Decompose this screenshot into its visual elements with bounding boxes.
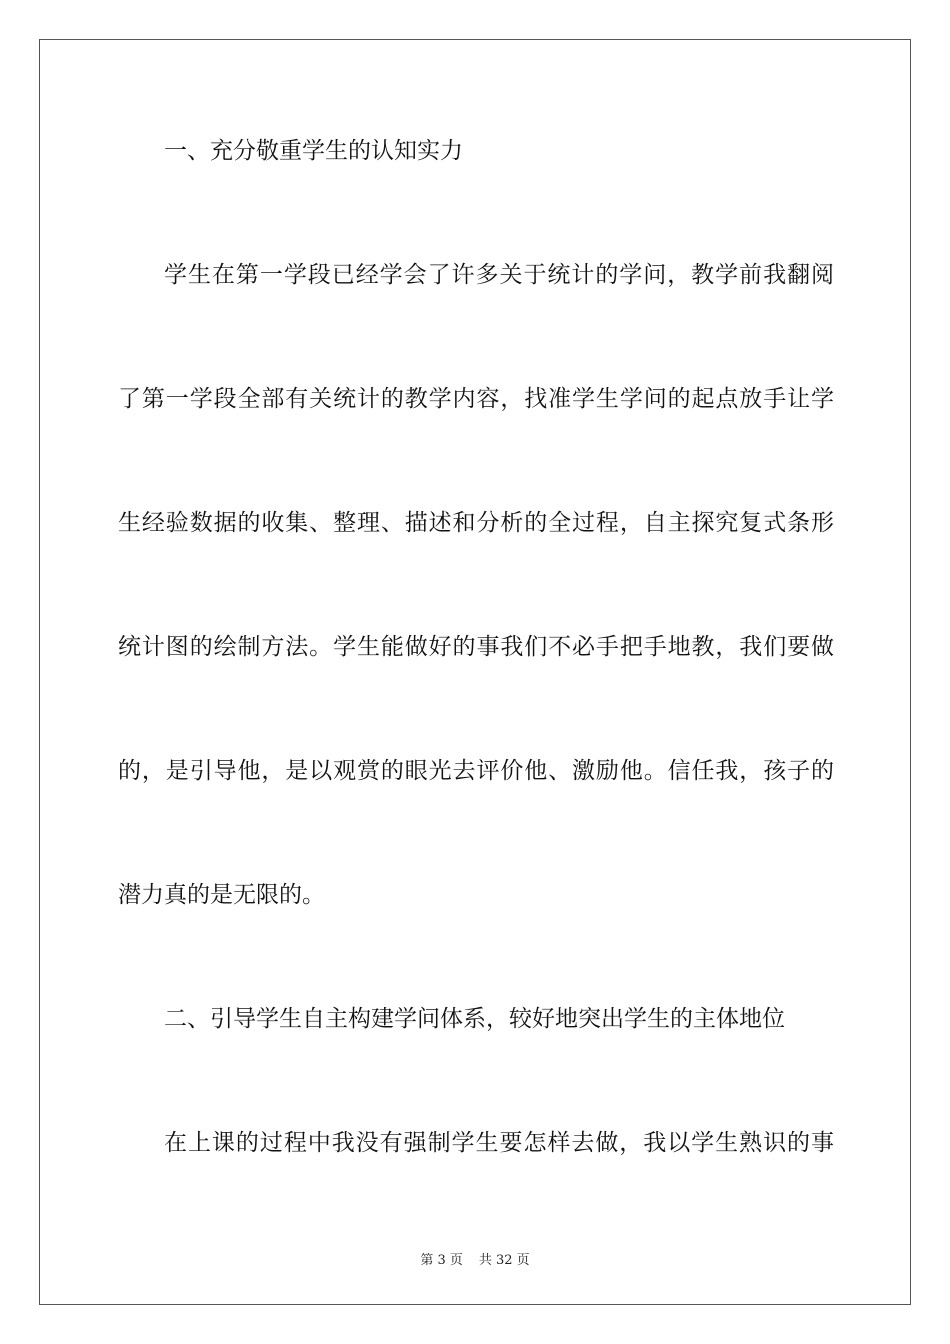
paragraph-line: 生经验数据的收集、整理、描述和分析的全过程，自主探究复式条形 bbox=[118, 510, 834, 536]
page-border bbox=[39, 39, 911, 1305]
paragraph-line: 了第一学段全部有关统计的教学内容，找准学生学问的起点放手让学 bbox=[118, 386, 834, 412]
paragraph-line: 学生在第一学段已经学会了许多关于统计的学问，教学前我翻阅 bbox=[164, 262, 834, 288]
paragraph-line: 潜力真的是无限的。 bbox=[118, 882, 325, 908]
page-footer bbox=[0, 1249, 950, 1268]
page-number: 第 3 页 bbox=[420, 1253, 463, 1268]
paragraph-line: 在上课的过程中我没有强制学生要怎样去做，我以学生熟识的事 bbox=[164, 1130, 834, 1156]
paragraph-line: 的，是引导他，是以观赏的眼光去评价他、激励他。信任我，孩子的 bbox=[118, 758, 834, 784]
heading-two: 二、引导学生自主构建学问体系，较好地突出学生的主体地位 bbox=[164, 1006, 785, 1032]
heading-one: 一、充分敬重学生的认知实力 bbox=[164, 138, 463, 164]
page-total: 共 32 页 bbox=[478, 1253, 530, 1268]
paragraph-line: 统计图的绘制方法。学生能做好的事我们不必手把手地教，我们要做 bbox=[118, 634, 834, 660]
